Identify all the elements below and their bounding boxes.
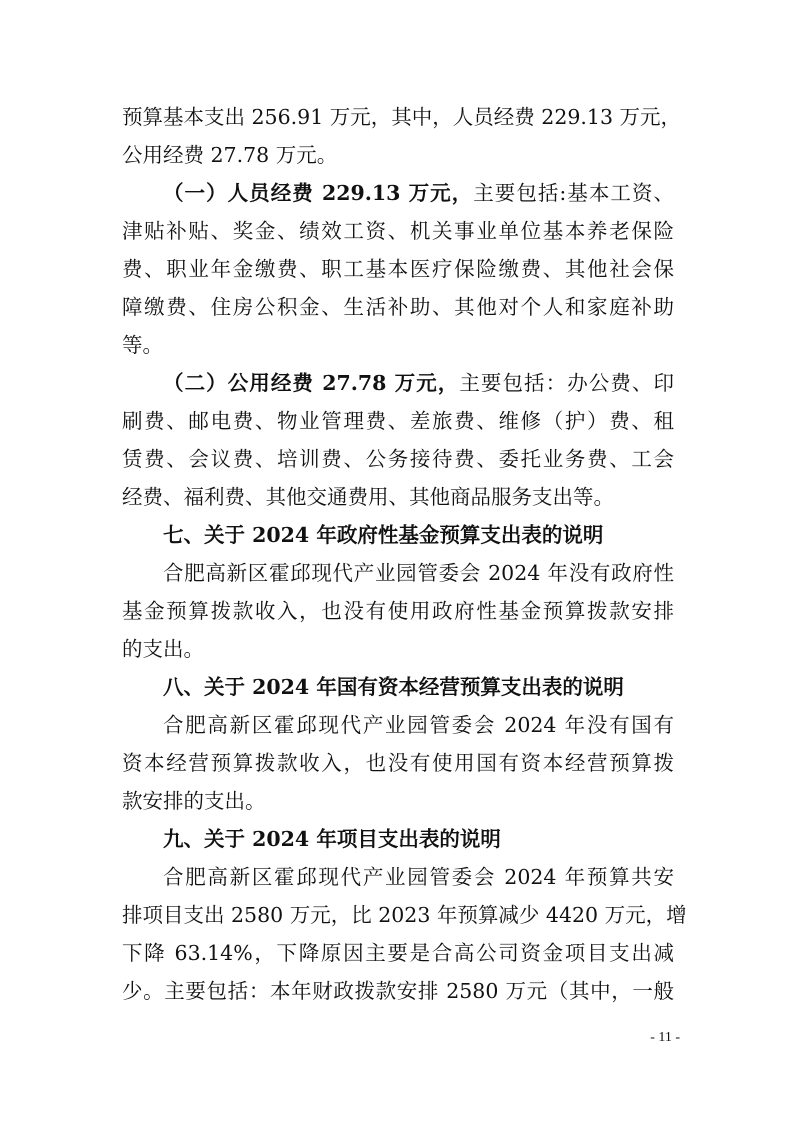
page-number: - 11 - xyxy=(650,1030,680,1045)
paragraph-line: 的支出。 xyxy=(122,637,204,661)
subheading-personnel-cost: （一）人员经费 229.13 万元， xyxy=(163,181,474,205)
paragraph-line: 排项目支出 2580 万元，比 2023 年预算减少 4420 万元，增 xyxy=(122,903,687,927)
paragraph-line: 津贴补贴、奖金、绩效工资、机关事业单位基本养老保险 xyxy=(122,219,674,243)
paragraph-line: 公用经费 27.78 万元。 xyxy=(122,143,338,167)
paragraph-line xyxy=(163,364,674,402)
paragraph-line: 少。主要包括：本年财政拨款安排 2580 万元（其中，一般 xyxy=(122,979,674,1003)
paragraph-line: 预算基本支出 256.91 万元，其中，人员经费 229.13 万元， xyxy=(122,105,682,129)
paragraph-text: 主要包括：办公费、印 xyxy=(459,371,674,395)
paragraph-line: 障缴费、住房公积金、生活补助、其他对个人和家庭补助 xyxy=(122,295,674,319)
paragraph-line: 等。 xyxy=(122,333,163,357)
paragraph-line: 经费、福利费、其他交通费用、其他商品服务支出等。 xyxy=(122,485,614,509)
section-heading-9: 九、关于 2024 年项目支出表的说明 xyxy=(163,827,501,851)
section-heading-7: 七、关于 2024 年政府性基金预算支出表的说明 xyxy=(163,523,604,547)
paragraph-line: 合肥高新区霍邱现代产业园管委会 2024 年没有国有 xyxy=(163,713,674,737)
paragraph-line: 合肥高新区霍邱现代产业园管委会 2024 年预算共安 xyxy=(163,865,674,889)
paragraph-line: 资本经营预算拨款收入，也没有使用国有资本经营预算拨 xyxy=(122,751,674,775)
subheading-public-cost: （二）公用经费 27.78 万元， xyxy=(163,371,460,395)
paragraph-line: 刷费、邮电费、物业管理费、差旅费、维修（护）费、租 xyxy=(122,409,674,433)
paragraph-line: 合肥高新区霍邱现代产业园管委会 2024 年没有政府性 xyxy=(163,561,674,585)
paragraph-line xyxy=(163,174,674,212)
section-heading-8: 八、关于 2024 年国有资本经营预算支出表的说明 xyxy=(163,675,624,699)
paragraph-line: 费、职业年金缴费、职工基本医疗保险缴费、其他社会保 xyxy=(122,257,674,281)
paragraph-line: 款安排的支出。 xyxy=(122,789,266,813)
paragraph-line: 赁费、会议费、培训费、公务接待费、委托业务费、工会 xyxy=(122,447,674,471)
paragraph-line: 下降 63.14%，下降原因主要是合高公司资金项目支出减 xyxy=(122,941,674,965)
paragraph-line: 基金预算拨款收入，也没有使用政府性基金预算拨款安排 xyxy=(122,599,674,623)
paragraph-text: 主要包括:基本工资、 xyxy=(473,181,675,205)
